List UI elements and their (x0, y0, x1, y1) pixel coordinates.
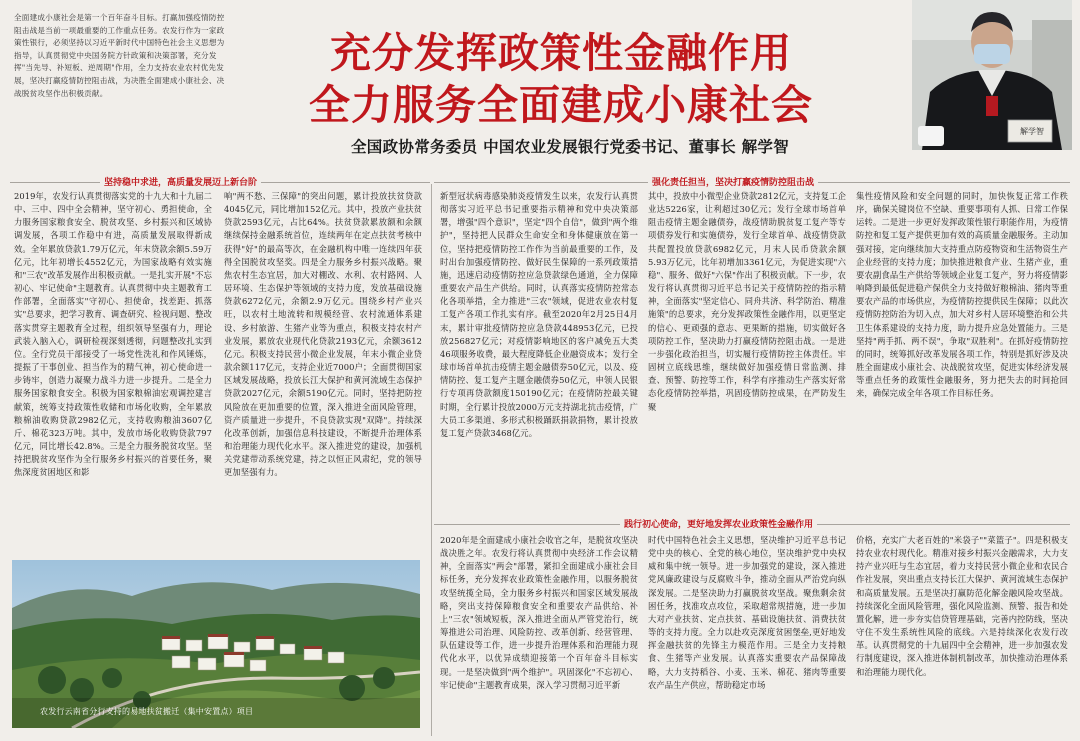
portrait-photo (912, 0, 1072, 150)
author-byline: 全国政协常务委员 中国农业发展银行党委书记、董事长 解学智 (351, 138, 789, 156)
section-header-2: 强化责任担当，坚决打赢疫情防控阻击战 (648, 175, 818, 188)
column-6: 2020年是全面建成小康社会收官之年，是脱贫攻坚决战决胜之年。农发行将认真贯彻中央经济工作会议精神，全面落实"两会"部署，紧扣全面建成小康社会目标任务，充分发挥农业政策性金融作用，以服务脱贫攻坚统揽全局，全力服务乡村振兴和国家区域发展战略，突出支持保障粮食安全和重要农产品供给、补上"三农"领域短板，深入推进全面从严管党治行，统筹推进公司治理、风险防控、改革创新、经营管理、队伍建设等工作，进一步提升治理体系和治理能力现代化水平，以优异成绩迎接第一个百年奋斗目标实现。一是坚决做到"两个维护"。巩固深化"不忘初心、牢记使命"主题教育成果，深入学习贯彻习近平新 (440, 535, 638, 690)
column-2: 响"两不愁、三保障"的突出问题，累计投放扶贫贷款4045亿元，同比增加152亿元。其中，投放产业扶贫贷款2593亿元，占比64%。扶贫贷款累放额和余额继续保持金融系统首位，连续两年在定点扶贫考核中获得"好"的最高等次，在金融机构中唯一连续四年获得全国脱贫攻坚奖。四是全力服务乡村振兴战略。聚焦农村生态宜居，加大对棚改、水利、农村路网、人居环境、生态保护等领域的支持力度，发放基础设施贷款6272亿元，余额2.9万亿元。围绕乡村产业兴旺，以农村土地流转和规模经营、农村流通体系建设、乡村旅游、生猪产业等为重点，积极支持农村产业发展，累放农业现代化贷款2193亿元，余额3612亿元。积极支持民营小微企业发展，年末小微企业贷款余额117亿元，支持企业近7000户；全面贯彻国家区域发展战略，投放长江大保护和黄河流域生态保护贷款2027亿元，余额5190亿元。同时，坚持把防控风险放在更加重要的位置，深入推进全面风险管理，资产质量进一步提升，不良贷款实现"双降"。持续深化改革创新，加强信息科技建设，不断提升治理体系和治理能力现代化水平。深入推进党的建设，加强机关党建带动系统党建，持之以恒正风肃纪，党的领导更加坚强有力。 (224, 191, 422, 478)
column-8: 价格，充实广大老百姓的"米袋子""菜篮子"。四是积极支持农业农村现代化。精准对接乡村振兴金融需求，大力支持产业兴旺与生态宜居，着力支持民营小微企业和农民合作社发展，突出重点支持长江大保护、黄河流域生态保护和高质量发展。五是坚决打赢防范化解金融风险攻坚战。持续深化全面风险管理，强化风险监测、预警、报告和处置化解，进一步夯实信贷管理基础，完善内控防线，坚决守住不发生系统性风险的底线。六是持续深化农发行改革。认真贯彻党的十九届四中全会精神，进一步加强农发行制度建设，深入推进体制机制改革，加快推动治理体系和治理能力现代化。 (856, 535, 1068, 677)
headline-line-2: 全力服务全面建成小康社会 (309, 81, 813, 129)
village-landscape-photo (12, 560, 420, 728)
photo-nameplate: 解学智 (1020, 127, 1044, 136)
column-4: 其中，投放中小微型企业贷款2812亿元，支持复工企业达5226家，让利超过30亿元；发行全球市场首单阻击疫情主题金融债券，战疫情助脱贫复工复产等专项债券发行和实施债券，发行全球首单、战疫情贷款共配置投放贷款6982亿元，月末人民币贷款余额5.93万亿元，比年初增加3361亿元，为促进实现"六稳"、服务、做好"六保"作出了积极贡献。下一步，农发行将认真贯彻习近平总书记关于疫情防控的指示精神，全面落实"坚定信心、同舟共济、科学防治、精准施策"的总要求，充分发挥政策性金融作用，以更坚定的信心、更顽强的意志、更果断的措施，切实做好各项防控工作，坚决助力打赢疫情防控阻击战。一是进一步强化政治担当，切实履行疫情防控主体责任。牢固树立底线思维，继续做好加强疫情日常监测、排查、预警、防控等工作，科学有序推动生产落实好常态化疫情防控举措，巩固疫情防控成果，在严防发生聚 (648, 191, 846, 412)
column-5: 集性疫情风险和安全问题的同时，加快恢复正常工作秩序，确保关键岗位不空缺、重要事项有人抓、日常工作保运转。二是进一步更好发挥政策性银行职能作用，为疫情防控和复工复产提供更加有效的高质量金融服务。主动加强对接，定向继续加大支持重点防疫物资和生活物资生产企业经营的支持力度；加快推进粮食产业、生猪产业，重要农副食品生产供给等领域企业复工复产，努力将疫情影响降到最低促进稳产保供全力支持做好粮棉油、猪肉等重要农产品的市场供应，为疫情防控提供民生保障；以此次疫情防控防治为切入点，加大对乡村人居环境整治和公共卫生体系建设的支持力度，助力提升应急处置能力。三是坚持"两手抓、两不误"，争取"双胜利"。在抓好疫情防控的同时，统筹抓好改革发展各项工作，特别是抓好涉及决胜全面建成小康社会、决战脱贫攻坚，促进实体经济发展等重点任务的政策性金融服务，努力把失去的时间抢回来，确保完成全年各项工作目标任务。 (856, 191, 1068, 399)
column-divider (431, 184, 432, 736)
village-landscape-photo-icon (12, 560, 420, 728)
section-header-3: 践行初心使命，更好地发挥农业政策性金融作用 (620, 517, 817, 530)
column-7: 时代中国特色社会主义思想，坚决维护习近平总书记党中央的核心、全党的核心地位，坚决维护党中央权威和集中统一领导。进一步加强党的建设，深入推进党风廉政建设与反腐败斗争，推动全面从严治党向纵深发展。二是坚决助力打赢脱贫攻坚战。聚焦剩余贫困任务，找准攻点攻位，采取超常规措施，进一步加大对产业扶贫、定点扶贫、基础设施扶贫、消费扶贫等的支持力度。全力以赴攻克深度贫困堡垒,更好地发挥金融扶贫的先锋主力模范作用。三是全力支持粮食、生猪等产业发展。认真落实重要农产品保障战略，大力支持稻谷、小麦、玉米、棉花、猪肉等重要农产品生产供应，帮助稳定市场 (648, 535, 846, 690)
headline-line-1: 充分发挥政策性金融作用 (330, 29, 792, 77)
section-header-1: 坚持稳中求进，高质量发展迈上新台阶 (100, 175, 261, 188)
photo-caption: 农发行云南省分行支持的易地扶贫搬迁（集中安置点）项目 (40, 707, 254, 716)
column-3: 新型冠状病毒感染肺炎疫情发生以来，农发行认真贯彻落实习近平总书记重要指示精神和党中央决策部署，增强"四个意识"，坚定"四个自信"，做到"两个维护"，坚持把人民群众生命安全和身体健康放在第一位，坚持把疫情防控工作作为当前最重要的工作，及时出台加强疫情防控、做好民生保障的一系列政策措施，迅速启动疫情防控应急贷款绿色通道，全力保障重要农产品生产供给。同时，认真落实疫情防控常态化各项举措，全力推进"三农"领域，促进农业农村复工复产各项工作扎实有序。截至2020年2月25日4月末，累计审批疫情防控应急贷款448953亿元，已投放256827亿元；对疫情影响地区的客户减免五大类46项服务收费，最大程度降低企业融资成本；发行全球市场首单抗击疫情主题金融债券50亿元，以及、疫情防控、复工复产主题金融债券50亿元，申领人民银行专项再贷款额度150190亿元；在疫情防控最关键时期，全行累计投放2000万元支持湖北抗击疫情，广大员工多渠道、多形式积极踊跃捐款捐物，累计投放复工复产贷款3468亿元。 (440, 191, 638, 438)
lead-paragraph: 全面建成小康社会是第一个百年奋斗目标。打赢加强疫情防控阻击战是当前一项最重要的工作重点任务。农发行作为一家政策性银行，必须坚持以习近平新时代中国特色社会主义思想为指导，认真贯彻党中央国务院方针政策和决策部署，充分发挥"当先导、补短板、逆周期"作用，全力支持农业农村优先发展，坚决打赢疫情防控阻击战，为决胜全面建成小康社会、决战脱贫攻坚作出积极贡献。 (14, 13, 225, 98)
column-1: 2019年，农发行认真贯彻落实党的十九大和十九届二中、三中、四中全会精神，坚守初心、勇担使命，全力服务国家粮食安全、脱贫攻坚、乡村振兴和区域协调发展，各项工作稳中有进，高质量发展取得新成效。全年累放贷款1.79万亿元，年末贷款余额5.59万亿元，比年初增长4552亿元，为国家战略有效实施和"三农"改革发展作出积极贡献。一是扎实开展"不忘初心、牢记使命"主题教育。认真贯彻中央主题教育工作部署，全面落实"守初心、担使命，找差距、抓落实"总要求，把学习教育、调查研究、检视问题、整改落实贯穿主题教育全过程，组织领导坚强有力，理论武装入脑入心，调研检视深刻透彻，问题整改扎实到位。全行党员干部接受了一场党性洗礼和作风锤炼，提振了干事创业、担当作为的精气神，初心使命进一步铸牢，创造力凝聚力战斗力进一步提升。二是全力服务国家粮食安全。积极为国家粮棉油宏观调控建言献策，统筹支持政策性收储和市场化收购，全年累放粮棉油收购贷款2982亿元，支持收购粮油3607亿斤、棉花323万吨。其中，发放市场化收购贷款797亿元，同比增长42.8%。三是全力服务脱贫攻坚。坚持把脱贫攻坚作为全行服务乡村振兴的首要任务，聚焦深度贫困地区和影 (14, 191, 212, 478)
